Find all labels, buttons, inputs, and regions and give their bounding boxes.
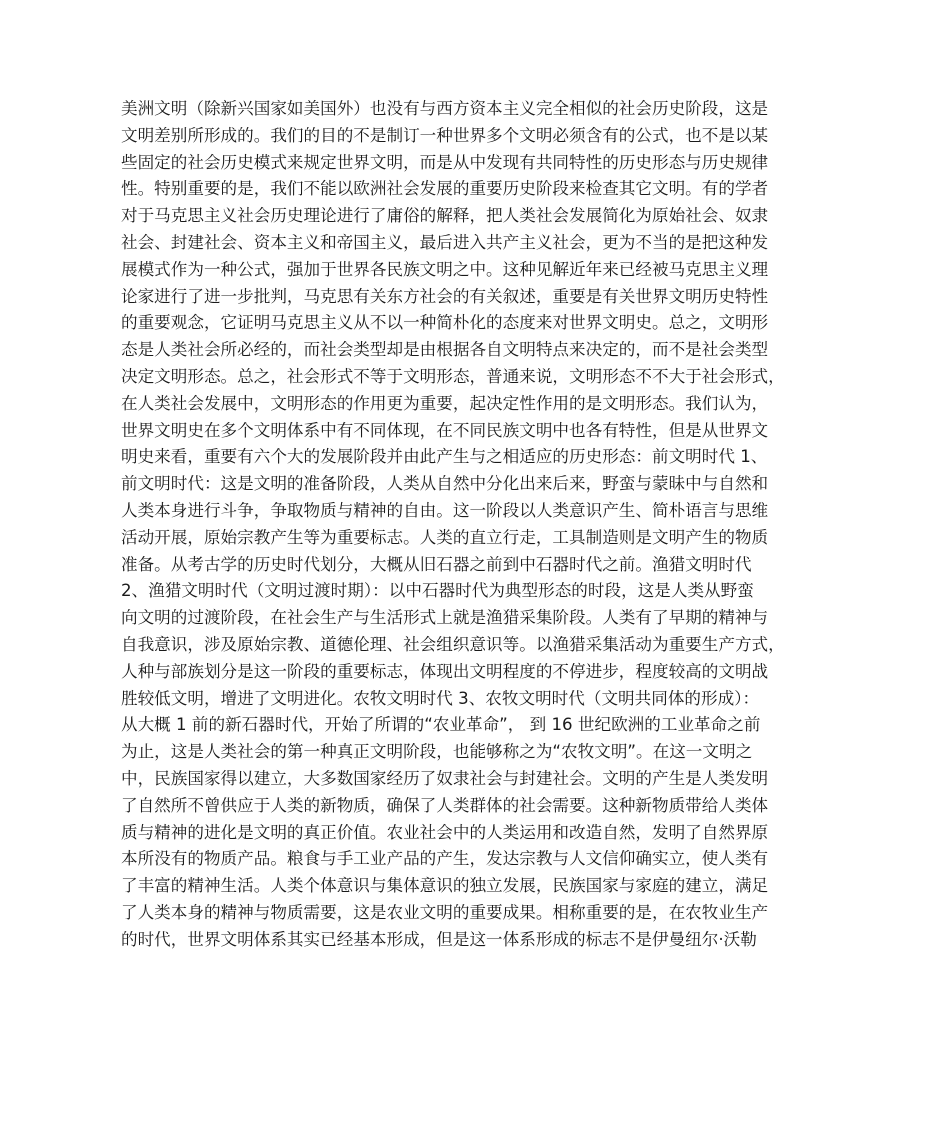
text-line: 2、渔猎文明时代（文明过渡时期）：以中石器时代为典型形态的时段，这是人类从野蛮 bbox=[121, 581, 754, 601]
text-line: 活动开展，原始宗教产生等为重要标志。人类的直立行走，工具制造则是文明产生的物质 bbox=[121, 527, 769, 547]
text-line: 论家进行了进一步批判，马克思有关东方社会的有关叙述，重要是有关世界文明历史特性 bbox=[121, 286, 769, 306]
text-line: 质与精神的进化是文明的真正价值。农业社会中的人类运用和改造自然，发明了自然界原 bbox=[121, 822, 769, 842]
text-line: 些固定的社会历史模式来规定世界文明，而是从中发现有共同特性的历史形态与历史规律 bbox=[121, 152, 769, 172]
text-line: 人种与部族划分是这一阶段的重要标志，体现出文明程度的不停进步，程度较高的文明战 bbox=[121, 661, 769, 681]
text-line: 从大概 1 前的新石器时代，开始了所谓的“农业革命”， 到 16 世纪欧洲的工业革命之前 bbox=[121, 715, 761, 735]
text-line: 世界文明史在多个文明体系中有不同体现，在不同民族文明中也各有特性，但是从世界文 bbox=[121, 420, 769, 440]
text-line: 了自然所不曾供应于人类的新物质，确保了人类群体的社会需要。这种新物质带给人类体 bbox=[121, 795, 769, 815]
text-line: 美洲文明（除新兴国家如美国外）也没有与西方资本主义完全相似的社会历史阶段，这是 bbox=[121, 99, 769, 118]
text-line: 对于马克思主义社会历史理论进行了庸俗的解释，把人类社会发展简化为原始社会、奴隶 bbox=[121, 206, 769, 226]
text-line: 明史来看，重要有六个大的发展阶段并由此产生与之相适应的历史形态：前文明时代 1、 bbox=[121, 447, 768, 467]
text-line: 决定文明形态。总之，社会形式不等于文明形态，普通来说，文明形态不不大于社会形式， bbox=[121, 366, 785, 386]
text-line: 的重要观念，它证明马克思主义从不以一种简朴化的态度来对世界文明史。总之，文明形 bbox=[121, 313, 769, 333]
text-line: 本所没有的物质产品。粮食与手工业产品的产生，发达宗教与人文信仰确实立，使人类有 bbox=[121, 849, 769, 869]
text-line: 前文明时代：这是文明的准备阶段，人类从自然中分化出来后来，野蛮与蒙昧中与自然和 bbox=[121, 474, 769, 494]
text-line: 在人类社会发展中，文明形态的作用更为重要，起决定性作用的是文明形态。我们认为， bbox=[121, 393, 769, 413]
text-line: 了人类本身的精神与物质需要，这是农业文明的重要成果。相称重要的是，在农牧业生产 bbox=[121, 902, 769, 922]
text-line: 中，民族国家得以建立，大多数国家经历了奴隶社会与封建社会。文明的产生是人类发明 bbox=[121, 768, 769, 788]
text-line: 文明差别所形成的。我们的目的不是制订一种世界多个文明必须含有的公式，也不是以某 bbox=[121, 125, 769, 145]
text-line: 人类本身进行斗争，争取物质与精神的自由。这一阶段以人类意识产生、简朴语言与思维 bbox=[121, 500, 769, 520]
text-line: 展模式作为一种公式，强加于世界各民族文明之中。这种见解近年来已经被马克思主义理 bbox=[121, 259, 769, 279]
text-line: 了丰富的精神生活。人类个体意识与集体意识的独立发展，民族国家与家庭的建立，满足 bbox=[121, 876, 769, 896]
text-line: 为止，这是人类社会的第一种真正文明阶段，也能够称之为“农牧文明”。在这一文明之 bbox=[121, 742, 753, 762]
text-line: 态是人类社会所必经的，而社会类型却是由根据各自文明特点来决定的，而不是社会类型 bbox=[121, 340, 769, 360]
text-line: 向文明的过渡阶段，在社会生产与生活形式上就是渔猎采集阶段。人类有了早期的精神与 bbox=[121, 608, 769, 628]
text-line: 社会、封建社会、资本主义和帝国主义，最后进入共产主义社会，更为不当的是把这种发 bbox=[121, 232, 769, 252]
body-text bbox=[121, 96, 841, 954]
text-line: 准备。从考古学的历史时代划分，大概从旧石器之前到中石器时代之前。渔猎文明时代 bbox=[121, 554, 752, 574]
text-line: 性。特别重要的是，我们不能以欧洲社会发展的重要历史阶段来检查其它文明。有的学者 bbox=[121, 179, 769, 199]
text-line: 的时代，世界文明体系其实已经基本形成，但是这一体系形成的标志不是伊曼纽尔·沃勒 bbox=[121, 929, 757, 949]
text-line: 胜较低文明，增进了文明进化。农牧文明时代 3、农牧文明时代（文明共同体的形成）： bbox=[121, 688, 760, 708]
text-line: 自我意识，涉及原始宗教、道德伦理、社会组织意识等。以渔猎采集活动为重要生产方式， bbox=[121, 634, 785, 654]
